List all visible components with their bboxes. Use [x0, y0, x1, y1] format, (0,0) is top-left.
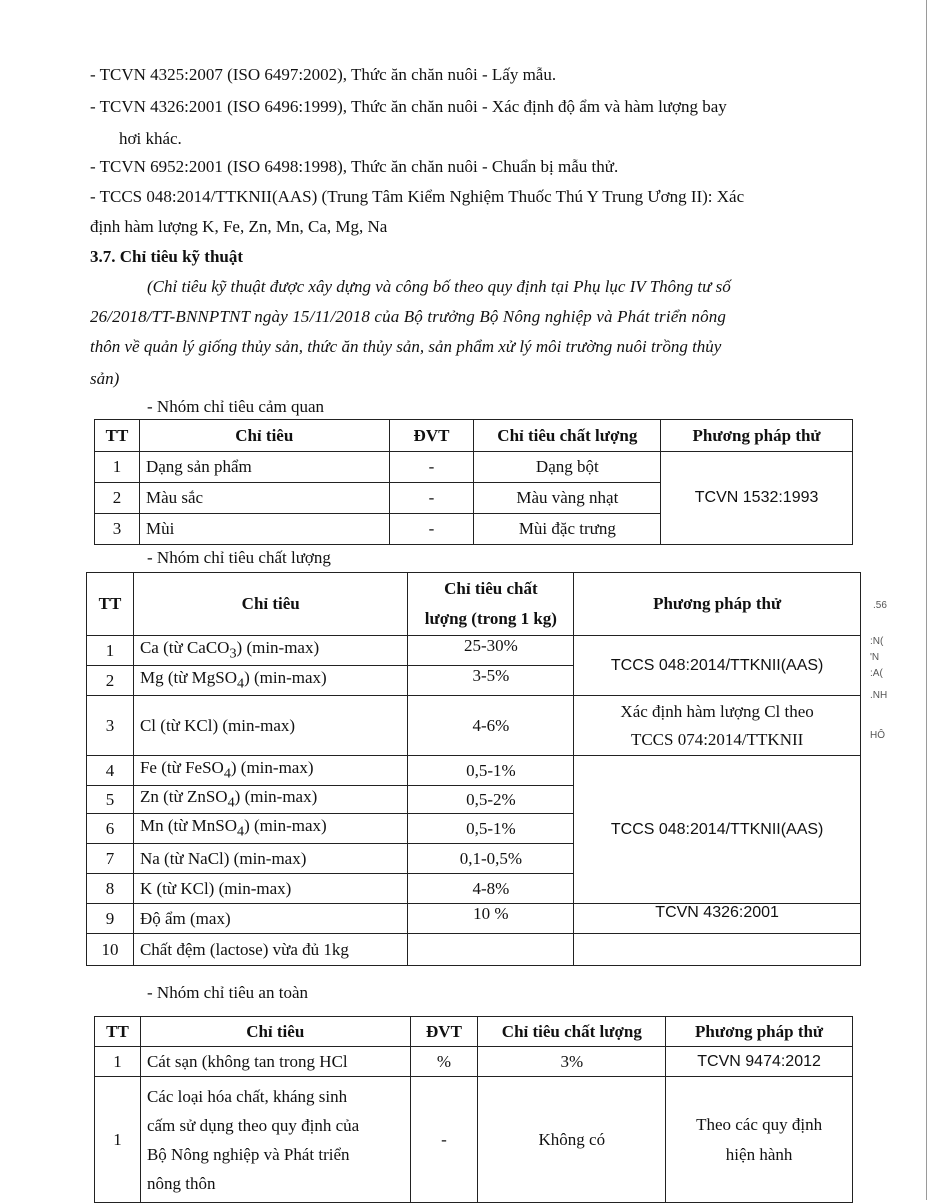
- intro-line: thôn về quản lý giống thủy sản, thức ăn thủy sản, sản phẩm xử lý môi trường nuôi trồng thủy: [90, 337, 722, 356]
- row-name: K (từ KCl) (min-max): [133, 874, 408, 904]
- row-tt: 4: [87, 756, 134, 786]
- row-method: [574, 934, 861, 966]
- row-name: Màu sắc: [139, 483, 389, 514]
- intro-line: (Chỉ tiêu kỹ thuật được xây dựng và công bố theo quy định tại Phụ lục IV Thông tư số: [147, 277, 731, 296]
- row-value: Mùi đặc trưng: [474, 514, 661, 545]
- safety-table: [94, 1016, 853, 1203]
- row-value: 4-8%: [408, 874, 574, 904]
- row-tt: 8: [87, 874, 134, 904]
- header-method: Phương pháp thử: [574, 573, 861, 636]
- header-tt: TT: [87, 573, 134, 636]
- row-name: Độ ẩm (max): [133, 904, 408, 934]
- row-name: Chất đệm (lactose) vừa đủ 1kg: [133, 934, 408, 966]
- row-value: 0,5-2%: [408, 786, 574, 814]
- intro-line: 26/2018/TT-BNNPTNT ngày 15/11/2018 của Bộ trưởng Bộ Nông nghiệp và Phát triển nông: [90, 307, 727, 326]
- row-tt: 9: [87, 904, 134, 934]
- row-value: 10 %: [408, 904, 574, 934]
- row-tt: 10: [87, 934, 134, 966]
- header-unit: ĐVT: [389, 420, 474, 452]
- row-method: [666, 1077, 853, 1203]
- row-value: 0,5-1%: [408, 756, 574, 786]
- intro-line: sản): [90, 369, 120, 388]
- row-name: Zn (từ ZnSO$_4$) (min-max): [133, 786, 408, 814]
- row-method: TCVN 1532:1993: [661, 452, 853, 545]
- ref-line: - TCVN 6952:2001 (ISO 6498:1998), Thức ăn chăn nuôi - Chuẩn bị mẫu thử.: [90, 157, 619, 176]
- row-method: TCVN 4326:2001: [574, 904, 861, 934]
- stamp-fragment: :A(: [870, 668, 883, 679]
- quality-caption: - Nhóm chỉ tiêu chất lượng: [147, 548, 331, 567]
- row-value: 0,1-0,5%: [408, 844, 574, 874]
- name-line: Bộ Nông nghiệp và Phát triển: [146, 1144, 350, 1164]
- row-value: 3%: [478, 1047, 666, 1077]
- row-tt: 1: [95, 1077, 141, 1203]
- method-line1: Theo các quy định: [696, 1114, 823, 1134]
- row-method: TCCS 048:2014/TTKNII(AAS): [574, 636, 861, 696]
- stamp-fragment: .NH: [870, 690, 888, 701]
- row-tt: 1: [95, 452, 140, 483]
- header-name: Chỉ tiêu: [140, 1017, 410, 1047]
- stamp-fragment: .56: [873, 600, 887, 611]
- row-tt: 7: [87, 844, 134, 874]
- header-method: Phương pháp thử: [666, 1017, 853, 1047]
- row-method: TCCS 048:2014/TTKNII(AAS): [574, 756, 861, 904]
- ref-line: - TCCS 048:2014/TTKNII(AAS) (Trung Tâm Kiểm Nghiệm Thuốc Thú Y Trung Ương II): Xác: [90, 187, 745, 206]
- header-name: Chỉ tiêu: [133, 573, 408, 636]
- header-value-line1: Chỉ tiêu chất: [444, 579, 538, 598]
- row-value: 25-30%: [408, 636, 574, 666]
- row-name: Mn (từ MnSO$_4$) (min-max): [133, 814, 408, 844]
- name-line: cấm sử dụng theo quy định của: [146, 1115, 360, 1135]
- header-value: [408, 573, 574, 636]
- row-name: Mùi: [139, 514, 389, 545]
- sensory-table: [94, 419, 853, 545]
- name-line: nông thôn: [146, 1173, 216, 1193]
- row-name: Mg (từ MgSO$_4$) (min-max): [133, 666, 408, 696]
- ref-line: hơi khác.: [119, 129, 182, 148]
- row-value: 4-6%: [408, 696, 574, 756]
- header-value: Chỉ tiêu chất lượng: [478, 1017, 666, 1047]
- method-line2: TCCS 074:2014/TTKNII: [630, 729, 804, 749]
- row-tt: 1: [95, 1047, 141, 1077]
- row-tt: 5: [87, 786, 134, 814]
- method-line1: Xác định hàm lượng Cl theo: [620, 701, 814, 721]
- ref-line: - TCVN 4325:2007 (ISO 6497:2002), Thức ăn chăn nuôi - Lấy mẫu.: [90, 65, 557, 84]
- header-method: Phương pháp thử: [661, 420, 853, 452]
- row-value: 3-5%: [408, 666, 574, 696]
- header-value-line2: lượng (trong 1 kg): [424, 609, 557, 628]
- header-value: Chỉ tiêu chất lượng: [474, 420, 661, 452]
- row-method: [574, 696, 861, 756]
- row-tt: 1: [87, 636, 134, 666]
- name-line: Các loại hóa chất, kháng sinh: [146, 1086, 348, 1106]
- row-name: [140, 1077, 410, 1203]
- row-unit: %: [410, 1047, 478, 1077]
- header-unit: ĐVT: [410, 1017, 478, 1047]
- row-tt: 3: [87, 696, 134, 756]
- ref-line: - TCVN 4326:2001 (ISO 6496:1999), Thức ăn chăn nuôi - Xác định độ ẩm và hàm lượng bay: [90, 97, 727, 116]
- safety-caption: - Nhóm chỉ tiêu an toàn: [147, 983, 308, 1002]
- row-value: Không có: [478, 1077, 666, 1203]
- method-line2: hiện hành: [725, 1144, 793, 1164]
- quality-table: [86, 572, 861, 966]
- row-value: Dạng bột: [474, 452, 661, 483]
- row-name: Cl (từ KCl) (min-max): [133, 696, 408, 756]
- row-value: 0,5-1%: [408, 814, 574, 844]
- sensory-caption: - Nhóm chỉ tiêu cảm quan: [147, 397, 325, 416]
- row-name: Fe (từ FeSO$_4$) (min-max): [133, 756, 408, 786]
- header-tt: TT: [95, 1017, 141, 1047]
- row-tt: 6: [87, 814, 134, 844]
- row-unit: -: [410, 1077, 478, 1203]
- header-tt: TT: [95, 420, 140, 452]
- row-method: TCVN 9474:2012: [666, 1047, 853, 1077]
- stamp-fragment: 'N: [870, 652, 880, 663]
- row-unit: -: [389, 514, 474, 545]
- row-name: Dạng sản phẩm: [139, 452, 389, 483]
- header-name: Chỉ tiêu: [139, 420, 389, 452]
- row-name: Cát sạn (không tan trong HCl: [140, 1047, 410, 1077]
- section-title: 3.7. Chỉ tiêu kỹ thuật: [90, 247, 244, 266]
- row-name: Na (từ NaCl) (min-max): [133, 844, 408, 874]
- row-value: Màu vàng nhạt: [474, 483, 661, 514]
- stamp-fragment: :N(: [870, 636, 884, 647]
- row-value: [408, 934, 574, 966]
- stamp-fragment: HÔ: [870, 730, 885, 741]
- row-unit: -: [389, 452, 474, 483]
- row-unit: -: [389, 483, 474, 514]
- row-name: Ca (từ CaCO$_3$) (min-max): [133, 636, 408, 666]
- row-tt: 2: [87, 666, 134, 696]
- ref-line: định hàm lượng K, Fe, Zn, Mn, Ca, Mg, Na: [90, 217, 388, 236]
- row-tt: 3: [95, 514, 140, 545]
- row-tt: 2: [95, 483, 140, 514]
